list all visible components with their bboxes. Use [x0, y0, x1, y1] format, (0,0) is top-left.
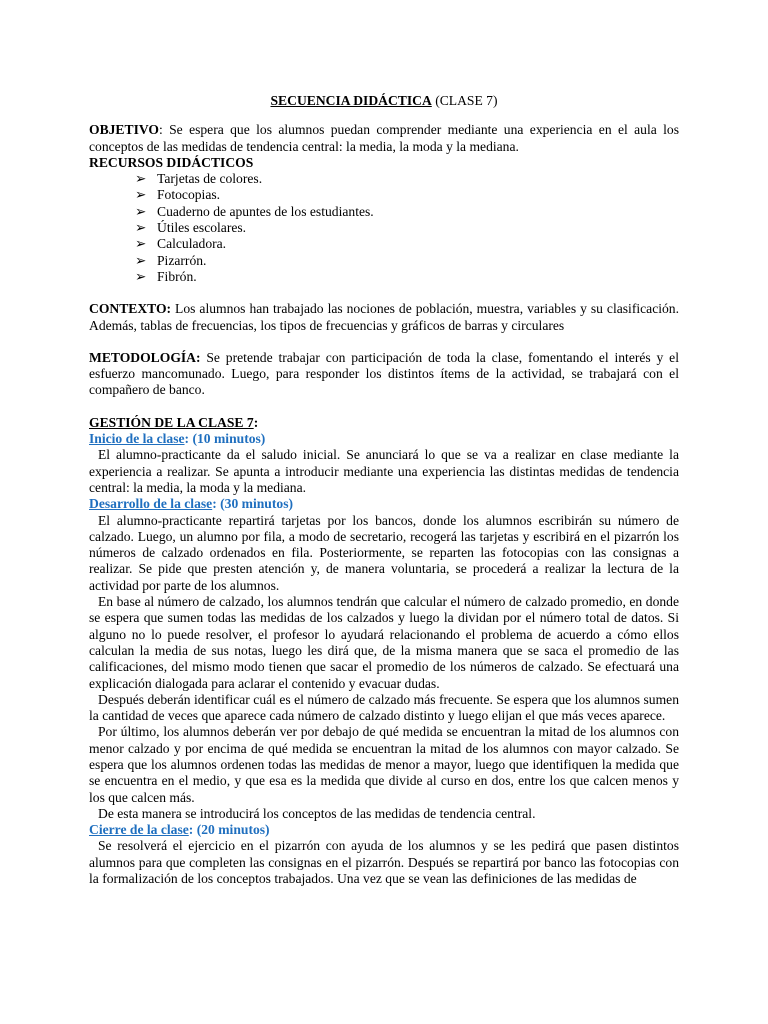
resource-label: Calculadora. [157, 236, 227, 252]
arrow-bullet-icon: ➢ [135, 268, 147, 284]
arrow-bullet-icon: ➢ [135, 236, 147, 252]
arrow-bullet-icon: ➢ [135, 171, 147, 187]
page-title [89, 93, 679, 109]
section-development-label: Desarrollo de la clase [89, 496, 213, 512]
resource-label: Tarjetas de colores. [157, 171, 263, 187]
list-item [135, 220, 679, 236]
spacer [89, 334, 679, 350]
objective-paragraph [89, 122, 679, 155]
resource-label: Fotocopias. [157, 187, 221, 203]
development-paragraph: Después deberán identificar cuál es el número de calzado más frecuente. Se espera que los alumnos sumen la cantidad de veces que aparece cada número de calzado distinto y luego elijan el que más veces aparece. [89, 691, 679, 724]
class-management-heading [89, 415, 679, 431]
class-management-title: GESTIÓN DE LA CLASE 7 [89, 414, 254, 430]
methodology-text: Se pretende trabajar con participación de toda la clase, fomentando el interés y el esfuerzo mancomunado. Luego, para responder los distintos ítems de la actividad, se trabajará con el compañero de banco. [89, 349, 679, 398]
start-paragraph: El alumno-practicante da el saludo inicial. Se anunciará lo que se va a realizar en clase mediante la experiencia a realizar. Se apunta a introducir mediante una experiencia las distintas medidas de tendencia central: la media, la moda y la mediana. [89, 447, 679, 495]
section-development-time: : (30 minutos) [212, 496, 294, 512]
resources-list [89, 171, 679, 285]
resource-label: Pizarrón. [157, 252, 207, 268]
list-item [135, 253, 679, 269]
section-start-heading [89, 431, 679, 447]
resource-label: Útiles escolares. [157, 220, 247, 236]
closing-paragraph: Se resolverá el ejercicio en el pizarrón con ayuda de los alumnos y se les pedirá que pasen distintos alumnos para que completen las consignas en el pizarrón. Después se repartirá por banco las fotocopias con la formalización de los conceptos trabajados. Una vez que se vean las definiciones de las medidas de [89, 838, 679, 887]
list-item [135, 171, 679, 187]
context-text: Los alumnos han trabajado las nociones de población, muestra, variables y su clasificación. Además, tablas de frecuencias, los tipos de frecuencias y gráficos de barras y circulares [89, 301, 679, 333]
section-start-label: Inicio de la clase [89, 431, 185, 447]
resources-heading: RECURSOS DIDÁCTICOS [89, 154, 254, 170]
arrow-bullet-icon: ➢ [135, 203, 147, 219]
spacer [89, 399, 679, 415]
list-item [135, 269, 679, 285]
section-closing-label: Cierre de la clase [89, 822, 189, 838]
class-management-colon: : [253, 414, 259, 430]
methodology-label: METODOLOGÍA: [89, 349, 201, 365]
list-item [135, 187, 679, 203]
section-start-time: : (10 minutos) [184, 431, 266, 447]
development-paragraph: El alumno-practicante repartirá tarjetas por los bancos, donde los alumnos escribirán su número de calzado. Luego, un alumno por fila, a modo de secretario, recogerá las tarjetas y escribirá en el pizarrón los números de calzado ordenados en fila. Posteriormente, se reparten las fotocopias con las consignas a realizar. Se pide que presten atención y, de manera voluntaria, se procederá a realizar la lectura de la actividad por parte de los alumnos. [89, 512, 679, 593]
objective-text: : Se espera que los alumnos puedan comprender mediante una experiencia en el aula los conceptos de las medidas de tendencia central: la media, la moda y la mediana. [89, 122, 679, 154]
objective-label: OBJETIVO [89, 122, 159, 138]
context-label: CONTEXTO: [89, 301, 172, 317]
list-item [135, 204, 679, 220]
section-development-heading [89, 496, 679, 512]
document-content [89, 93, 679, 887]
development-paragraph: De esta manera se introducirá los conceptos de las medidas de tendencia central. [98, 805, 536, 821]
development-paragraph: En base al número de calzado, los alumnos tendrán que calcular el número de calzado promedio, en donde se espera que sumen todas las medidas de los calzados y luego la dividan por el número total de datos. Si alguno no lo puede resolver, el profesor lo ayudará relacionando el problema de acuerdo a cómo ellos calculan la media de sus notas, luego les dirá que, de la misma manera que se saca el promedio de las calificaciones, del mismo modo tienen que sacar el promedio de los números de calzado. Se efectuará una explicación dialogada para aclarar el contenido y evacuar dudas. [89, 594, 679, 691]
arrow-bullet-icon: ➢ [135, 220, 147, 236]
section-closing-time: : (20 minutos) [188, 822, 270, 838]
context-paragraph [89, 301, 679, 334]
arrow-bullet-icon: ➢ [135, 187, 147, 203]
development-paragraph: Por último, los alumnos deberán ver por debajo de qué medida se encuentran la mitad de los alumnos con menor calzado y por encima de qué medida se encuentran la mitad de los alumnos con mayor calzado. Se espera que los alumnos ordenen todas las medidas de menor a mayor, luego que identifiquen la medida que se encuentra en el medio, y que esa es la medida que divide al curso en dos, entre los que calcen menos y los que calcen más. [89, 724, 679, 805]
methodology-paragraph [89, 350, 679, 399]
resource-label: Cuaderno de apuntes de los estudiantes. [157, 203, 374, 219]
spacer [89, 285, 679, 301]
title-main: SECUENCIA DIDÁCTICA [270, 93, 432, 108]
resource-label: Fibrón. [157, 268, 197, 284]
title-suffix: (CLASE 7) [435, 93, 498, 108]
arrow-bullet-icon: ➢ [135, 252, 147, 268]
list-item [135, 236, 679, 252]
section-closing-heading [89, 822, 679, 838]
